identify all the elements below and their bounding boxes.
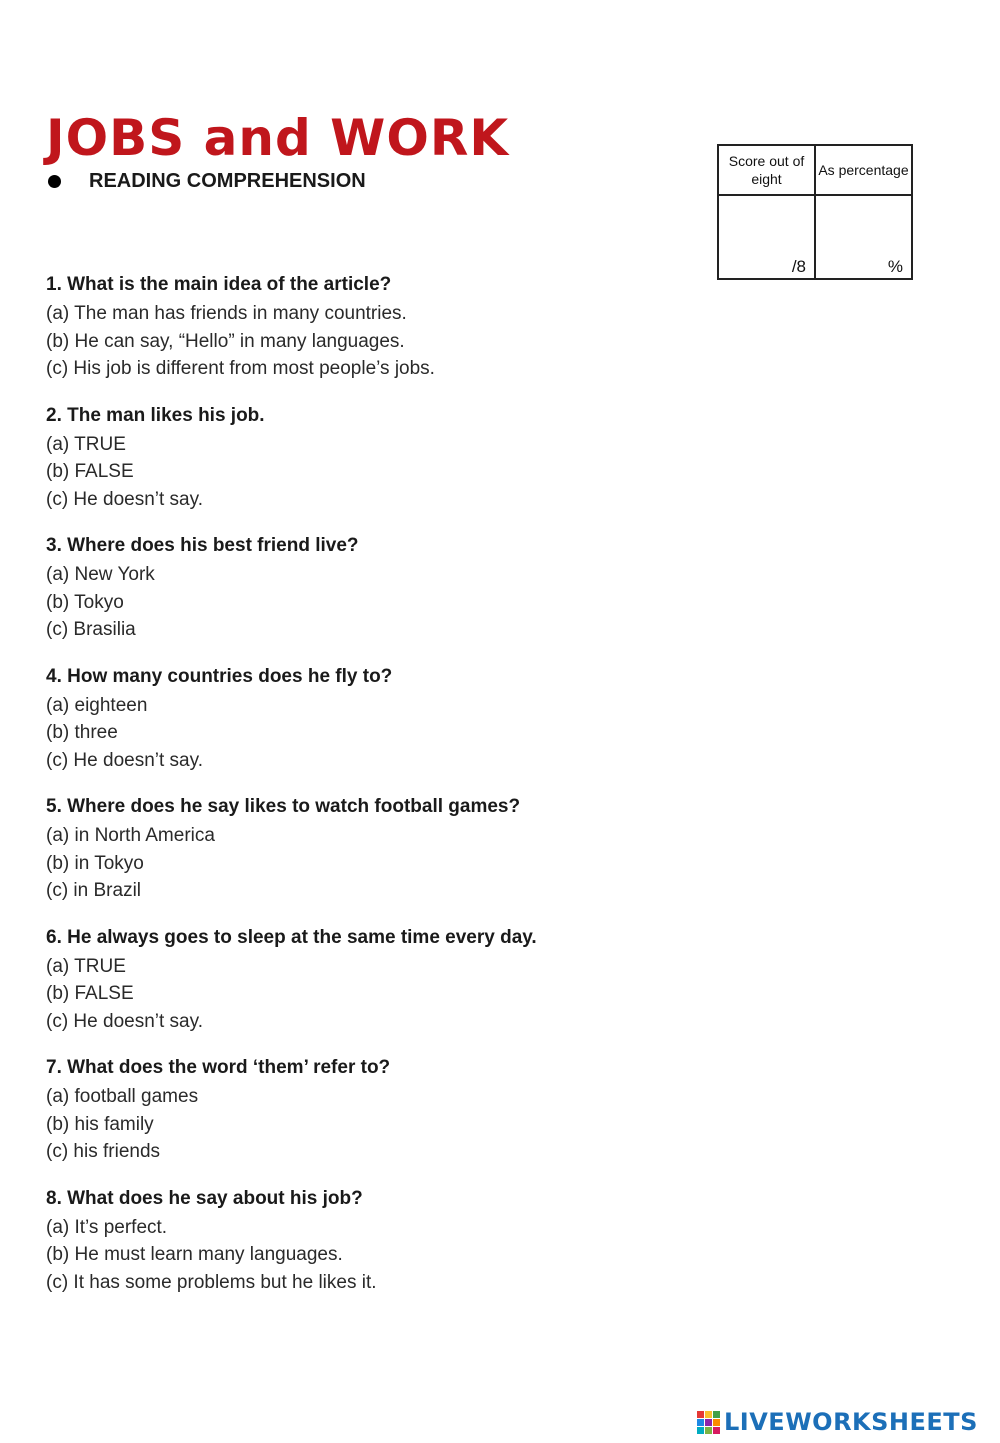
answer-option[interactable]: (c) His job is different from most people’s jobs. (46, 358, 435, 379)
answer-option[interactable]: (a) in North America (46, 825, 215, 846)
question-text: 6. He always goes to sleep at the same time every day. (46, 926, 537, 948)
answer-option[interactable]: (a) It’s perfect. (46, 1216, 168, 1238)
percentage-header: As percentage (815, 145, 912, 195)
question-text: 8. What does he say about his job? (46, 1187, 363, 1209)
question-4 (46, 662, 537, 775)
page-title: JOBS and WORK (46, 109, 510, 167)
answer-option[interactable]: (b) He must learn many languages. (46, 1244, 343, 1265)
score-header: Score out of eight (718, 145, 815, 195)
answer-option[interactable]: (c) Brasilia (46, 619, 136, 640)
question-text: 7. What does the word ‘them’ refer to? (46, 1057, 391, 1078)
question-text: 5. Where does he say likes to watch football games? (46, 796, 521, 817)
question-text: 3. Where does his best friend live? (46, 535, 359, 556)
bullet-icon (48, 175, 61, 188)
grid-logo-icon (697, 1411, 720, 1434)
answer-option[interactable]: (c) He doesn’t say. (46, 1010, 203, 1032)
question-8 (46, 1184, 537, 1297)
answer-option[interactable]: (b) He can say, “Hello” in many languages. (46, 330, 405, 352)
question-2 (46, 401, 537, 514)
answer-option[interactable]: (b) his family (46, 1113, 154, 1135)
answer-option[interactable]: (c) It has some problems but he likes it. (46, 1271, 377, 1293)
answer-option[interactable]: (b) FALSE (46, 461, 134, 482)
question-5 (46, 792, 537, 905)
section-heading (48, 170, 366, 193)
question-list (46, 270, 537, 1314)
question-6 (46, 923, 537, 1036)
answer-option[interactable]: (b) in Tokyo (46, 852, 144, 874)
answer-option[interactable]: (c) He doesn’t say. (46, 488, 203, 510)
answer-option[interactable]: (b) FALSE (46, 983, 134, 1004)
answer-option[interactable]: (b) Tokyo (46, 591, 124, 613)
answer-option[interactable]: (c) in Brazil (46, 880, 142, 901)
liveworksheets-logo[interactable] (697, 1408, 978, 1436)
question-7 (46, 1053, 537, 1166)
answer-option[interactable]: (c) He doesn’t say. (46, 749, 203, 771)
percentage-value: % (815, 195, 912, 279)
answer-option[interactable]: (a) The man has friends in many countries. (46, 303, 407, 324)
question-text: 1. What is the main idea of the article? (46, 274, 392, 295)
question-text: 4. How many countries does he fly to? (46, 665, 393, 687)
answer-option[interactable]: (a) eighteen (46, 694, 148, 716)
answer-option[interactable]: (a) TRUE (46, 433, 126, 455)
question-text: 2. The man likes his job. (46, 404, 265, 426)
answer-option[interactable]: (b) three (46, 722, 118, 743)
brand-name: LIVEWORKSHEETS (724, 1408, 978, 1436)
section-heading-label: READING COMPREHENSION (89, 170, 366, 192)
question-1 (46, 270, 537, 383)
question-3 (46, 531, 537, 644)
answer-option[interactable]: (a) New York (46, 564, 155, 585)
answer-option[interactable]: (a) TRUE (46, 955, 126, 977)
answer-option[interactable]: (c) his friends (46, 1141, 161, 1162)
score-box (717, 144, 913, 280)
score-value: /8 (718, 195, 815, 279)
answer-option[interactable]: (a) football games (46, 1086, 199, 1107)
